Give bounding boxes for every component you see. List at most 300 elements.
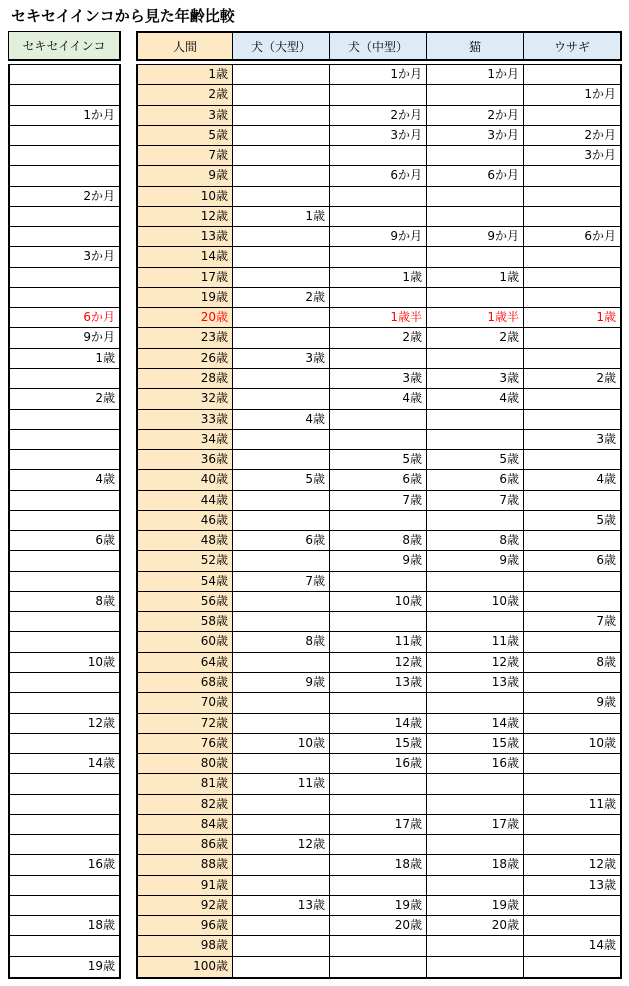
rabbit-age-cell: 1か月 bbox=[584, 87, 616, 102]
table-row bbox=[138, 187, 620, 207]
dog-large-age-cell bbox=[233, 936, 330, 955]
human-age-cell: 46歳 bbox=[138, 511, 233, 530]
dog-medium-age-cell bbox=[330, 146, 427, 165]
dog-medium-age-cell: 6歳 bbox=[330, 470, 427, 489]
budgerigar-age-cell bbox=[10, 227, 119, 247]
rabbit-age-cell bbox=[524, 65, 620, 84]
table-row bbox=[138, 450, 620, 470]
table-row bbox=[138, 531, 620, 551]
cat-age-cell: 3歳 bbox=[427, 369, 524, 388]
dog-medium-age-cell bbox=[330, 410, 427, 429]
table-row bbox=[138, 714, 620, 734]
budgerigar-age-cell bbox=[10, 774, 119, 794]
rabbit-age-cell: 1歳 bbox=[596, 310, 616, 325]
dog-large-age-cell bbox=[233, 612, 330, 631]
cat-age-cell: 16歳 bbox=[427, 754, 524, 773]
dog-large-age-cell: 5歳 bbox=[233, 470, 330, 489]
dog-medium-age-cell bbox=[330, 572, 427, 591]
age-comparison-table bbox=[136, 64, 622, 979]
cat-age-cell: 18歳 bbox=[427, 855, 524, 874]
dog-large-age-cell bbox=[233, 653, 330, 672]
cat-age-cell: 5歳 bbox=[427, 450, 524, 469]
dog-large-age-cell bbox=[233, 714, 330, 733]
budgerigar-age-cell bbox=[10, 410, 119, 430]
budgerigar-age-cell bbox=[10, 551, 119, 571]
budgerigar-age-cell: 1か月 bbox=[10, 106, 119, 126]
rabbit-age-cell: 14歳 bbox=[588, 938, 616, 953]
table-row bbox=[138, 592, 620, 612]
dog-medium-age-cell: 6か月 bbox=[330, 166, 427, 185]
header-cat: 猫 bbox=[427, 31, 524, 61]
dog-medium-age-cell bbox=[330, 430, 427, 449]
cat-age-cell: 13歳 bbox=[427, 673, 524, 692]
table-row bbox=[138, 572, 620, 592]
dog-medium-age-cell: 1か月 bbox=[330, 65, 427, 84]
budgerigar-age-cell: 2歳 bbox=[10, 389, 119, 409]
dog-medium-age-cell bbox=[330, 795, 427, 814]
cat-age-cell: 1歳 bbox=[427, 268, 524, 287]
dog-large-age-cell bbox=[233, 308, 330, 327]
dog-large-age-cell: 11歳 bbox=[233, 774, 330, 793]
dog-medium-age-cell: 2か月 bbox=[330, 106, 427, 125]
human-age-cell: 10歳 bbox=[138, 187, 233, 206]
dog-large-age-cell bbox=[233, 85, 330, 104]
rabbit-age-cell: 12歳 bbox=[588, 857, 616, 872]
dog-medium-age-cell: 17歳 bbox=[330, 815, 427, 834]
table-row bbox=[138, 207, 620, 227]
budgerigar-age-cell: 12歳 bbox=[10, 714, 119, 734]
dog-large-age-cell: 4歳 bbox=[233, 410, 330, 429]
budgerigar-age-cell bbox=[10, 126, 119, 146]
dog-large-age-cell: 10歳 bbox=[233, 734, 330, 753]
human-age-cell: 64歳 bbox=[138, 653, 233, 672]
table-row bbox=[138, 835, 620, 855]
rabbit-age-cell bbox=[524, 187, 620, 206]
dog-large-age-cell bbox=[233, 916, 330, 935]
human-age-cell: 98歳 bbox=[138, 936, 233, 955]
cat-age-cell: 9か月 bbox=[427, 227, 524, 246]
dog-medium-age-cell bbox=[330, 349, 427, 368]
dog-medium-age-cell: 12歳 bbox=[330, 653, 427, 672]
table-row bbox=[138, 551, 620, 571]
rabbit-age-cell bbox=[524, 389, 620, 408]
cat-age-cell: 8歳 bbox=[427, 531, 524, 550]
dog-large-age-cell bbox=[233, 450, 330, 469]
budgerigar-age-cell bbox=[10, 734, 119, 754]
dog-medium-age-cell bbox=[330, 876, 427, 895]
budgerigar-age-cell bbox=[10, 511, 119, 531]
human-age-cell: 91歳 bbox=[138, 876, 233, 895]
table-row bbox=[138, 227, 620, 247]
budgerigar-age-cell: 3か月 bbox=[10, 247, 119, 267]
dog-large-age-cell: 12歳 bbox=[233, 835, 330, 854]
rabbit-age-cell bbox=[524, 714, 620, 733]
rabbit-age-cell bbox=[524, 106, 620, 125]
dog-medium-age-cell: 10歳 bbox=[330, 592, 427, 611]
budgerigar-age-cell: 16歳 bbox=[10, 855, 119, 875]
human-age-cell: 88歳 bbox=[138, 855, 233, 874]
human-age-cell: 81歳 bbox=[138, 774, 233, 793]
budgerigar-age-cell: 8歳 bbox=[10, 592, 119, 612]
human-age-cell: 19歳 bbox=[138, 288, 233, 307]
rabbit-age-cell bbox=[524, 166, 620, 185]
table-row bbox=[138, 430, 620, 450]
rabbit-age-cell: 8歳 bbox=[596, 654, 616, 669]
rabbit-age-cell bbox=[524, 491, 620, 510]
dog-large-age-cell bbox=[233, 268, 330, 287]
human-age-cell: 33歳 bbox=[138, 410, 233, 429]
dog-medium-age-cell: 11歳 bbox=[330, 632, 427, 651]
cat-age-cell bbox=[427, 187, 524, 206]
cat-age-cell: 10歳 bbox=[427, 592, 524, 611]
rabbit-age-cell bbox=[524, 896, 620, 915]
cat-age-cell bbox=[427, 795, 524, 814]
cat-age-cell bbox=[427, 774, 524, 793]
table-row bbox=[138, 470, 620, 490]
budgerigar-age-cell bbox=[10, 85, 119, 105]
table-row bbox=[138, 653, 620, 673]
table-row bbox=[138, 247, 620, 267]
rabbit-age-cell: 6歳 bbox=[596, 553, 616, 568]
cat-age-cell: 11歳 bbox=[427, 632, 524, 651]
dog-medium-age-cell: 3歳 bbox=[330, 369, 427, 388]
dog-large-age-cell bbox=[233, 592, 330, 611]
human-age-cell: 60歳 bbox=[138, 632, 233, 651]
dog-large-age-cell bbox=[233, 106, 330, 125]
rabbit-age-cell bbox=[524, 774, 620, 793]
human-age-cell: 84歳 bbox=[138, 815, 233, 834]
dog-large-age-cell: 7歳 bbox=[233, 572, 330, 591]
dog-medium-age-cell: 1歳 bbox=[330, 268, 427, 287]
cat-age-cell: 6か月 bbox=[427, 166, 524, 185]
dog-medium-age-cell: 9か月 bbox=[330, 227, 427, 246]
budgerigar-age-cell bbox=[10, 166, 119, 186]
cat-age-cell: 19歳 bbox=[427, 896, 524, 915]
budgerigar-age-cell bbox=[10, 430, 119, 450]
cat-age-cell: 20歳 bbox=[427, 916, 524, 935]
human-age-cell: 72歳 bbox=[138, 714, 233, 733]
table-row bbox=[138, 936, 620, 956]
human-age-cell: 68歳 bbox=[138, 673, 233, 692]
table-row bbox=[138, 106, 620, 126]
human-age-cell: 92歳 bbox=[138, 896, 233, 915]
budgerigar-age-cell bbox=[10, 369, 119, 389]
dog-large-age-cell bbox=[233, 126, 330, 145]
cat-age-cell bbox=[427, 207, 524, 226]
rabbit-age-cell bbox=[524, 592, 620, 611]
human-age-cell: 28歳 bbox=[138, 369, 233, 388]
rabbit-age-cell bbox=[524, 328, 620, 347]
header-human: 人間 bbox=[136, 31, 233, 61]
human-age-cell: 12歳 bbox=[138, 207, 233, 226]
cat-age-cell bbox=[427, 410, 524, 429]
dog-medium-age-cell: 13歳 bbox=[330, 673, 427, 692]
budgerigar-age-cell bbox=[10, 936, 119, 956]
budgerigar-age-cell: 14歳 bbox=[10, 754, 119, 774]
human-age-cell: 82歳 bbox=[138, 795, 233, 814]
budgerigar-age-cell bbox=[10, 896, 119, 916]
table-row bbox=[138, 65, 620, 85]
table-row bbox=[138, 693, 620, 713]
table-row bbox=[138, 410, 620, 430]
human-age-cell: 13歳 bbox=[138, 227, 233, 246]
budgerigar-age-cell bbox=[10, 572, 119, 592]
budgerigar-age-cell: 6か月 bbox=[10, 308, 119, 328]
budgerigar-age-cell bbox=[10, 207, 119, 227]
cat-age-cell: 1か月 bbox=[427, 65, 524, 84]
human-age-cell: 20歳 bbox=[138, 308, 233, 327]
rabbit-age-cell bbox=[524, 247, 620, 266]
dog-medium-age-cell: 2歳 bbox=[330, 328, 427, 347]
budgerigar-age-cell bbox=[10, 268, 119, 288]
cat-age-cell bbox=[427, 957, 524, 977]
dog-medium-age-cell: 19歳 bbox=[330, 896, 427, 915]
cat-age-cell: 15歳 bbox=[427, 734, 524, 753]
cat-age-cell bbox=[427, 349, 524, 368]
dog-medium-age-cell bbox=[330, 957, 427, 977]
rabbit-age-cell bbox=[524, 268, 620, 287]
dog-medium-age-cell bbox=[330, 288, 427, 307]
budgerigar-age-cell bbox=[10, 795, 119, 815]
dog-large-age-cell bbox=[233, 389, 330, 408]
table-row bbox=[138, 957, 620, 977]
dog-large-age-cell bbox=[233, 247, 330, 266]
table-row bbox=[138, 369, 620, 389]
page-title: セキセイインコから見た年齢比較 bbox=[11, 7, 235, 25]
rabbit-age-cell: 2歳 bbox=[596, 370, 616, 385]
table-row bbox=[138, 734, 620, 754]
human-age-cell: 52歳 bbox=[138, 551, 233, 570]
dog-medium-age-cell bbox=[330, 207, 427, 226]
dog-large-age-cell bbox=[233, 855, 330, 874]
dog-medium-age-cell: 14歳 bbox=[330, 714, 427, 733]
dog-large-age-cell bbox=[233, 957, 330, 977]
cat-age-cell bbox=[427, 876, 524, 895]
dog-large-age-cell: 3歳 bbox=[233, 349, 330, 368]
human-age-cell: 70歳 bbox=[138, 693, 233, 712]
table-row bbox=[138, 85, 620, 105]
dog-large-age-cell: 6歳 bbox=[233, 531, 330, 550]
dog-medium-age-cell: 18歳 bbox=[330, 855, 427, 874]
human-age-cell: 40歳 bbox=[138, 470, 233, 489]
budgerigar-age-cell bbox=[10, 491, 119, 511]
table-row bbox=[138, 673, 620, 693]
human-age-cell: 32歳 bbox=[138, 389, 233, 408]
rabbit-age-cell bbox=[524, 450, 620, 469]
cat-age-cell: 4歳 bbox=[427, 389, 524, 408]
budgerigar-age-cell: 6歳 bbox=[10, 531, 119, 551]
dog-medium-age-cell bbox=[330, 247, 427, 266]
cat-age-cell bbox=[427, 511, 524, 530]
human-age-cell: 44歳 bbox=[138, 491, 233, 510]
dog-medium-age-cell: 4歳 bbox=[330, 389, 427, 408]
rabbit-age-cell bbox=[524, 572, 620, 591]
rabbit-age-cell: 3歳 bbox=[596, 431, 616, 446]
dog-large-age-cell bbox=[233, 187, 330, 206]
budgerigar-age-cell bbox=[10, 815, 119, 835]
rabbit-age-cell bbox=[524, 207, 620, 226]
dog-medium-age-cell bbox=[330, 612, 427, 631]
table-row bbox=[138, 166, 620, 186]
budgerigar-age-cell: 10歳 bbox=[10, 653, 119, 673]
dog-large-age-cell: 2歳 bbox=[233, 288, 330, 307]
dog-large-age-cell bbox=[233, 693, 330, 712]
budgerigar-age-cell bbox=[10, 835, 119, 855]
rabbit-age-cell: 9歳 bbox=[596, 695, 616, 710]
dog-large-age-cell bbox=[233, 511, 330, 530]
human-age-cell: 1歳 bbox=[138, 65, 233, 84]
cat-age-cell bbox=[427, 247, 524, 266]
rabbit-age-cell bbox=[524, 916, 620, 935]
dog-large-age-cell: 9歳 bbox=[233, 673, 330, 692]
table-row bbox=[138, 916, 620, 936]
dog-medium-age-cell: 20歳 bbox=[330, 916, 427, 935]
table-row bbox=[138, 511, 620, 531]
table-row bbox=[138, 612, 620, 632]
table-row bbox=[138, 795, 620, 815]
budgerigar-age-cell bbox=[10, 876, 119, 896]
rabbit-age-cell bbox=[524, 349, 620, 368]
budgerigar-age-cell: 19歳 bbox=[87, 958, 115, 973]
rabbit-age-cell bbox=[524, 288, 620, 307]
budgerigar-age-cell bbox=[10, 146, 119, 166]
dog-large-age-cell bbox=[233, 328, 330, 347]
dog-large-age-cell bbox=[233, 146, 330, 165]
table-row bbox=[138, 774, 620, 794]
human-age-cell: 5歳 bbox=[138, 126, 233, 145]
cat-age-cell bbox=[427, 835, 524, 854]
budgerigar-age-cell bbox=[10, 450, 119, 470]
cat-age-cell: 6歳 bbox=[427, 470, 524, 489]
human-age-cell: 7歳 bbox=[138, 146, 233, 165]
human-age-cell: 3歳 bbox=[138, 106, 233, 125]
dog-medium-age-cell bbox=[330, 187, 427, 206]
dog-medium-age-cell bbox=[330, 85, 427, 104]
rabbit-age-cell: 5歳 bbox=[596, 512, 616, 527]
dog-medium-age-cell: 1歳半 bbox=[330, 308, 427, 327]
table-row bbox=[138, 389, 620, 409]
cat-age-cell bbox=[427, 936, 524, 955]
human-age-cell: 48歳 bbox=[138, 531, 233, 550]
cat-age-cell bbox=[427, 85, 524, 104]
dog-medium-age-cell: 9歳 bbox=[330, 551, 427, 570]
dog-medium-age-cell: 15歳 bbox=[330, 734, 427, 753]
header-dog-medium: 犬（中型） bbox=[330, 31, 427, 61]
cat-age-cell: 14歳 bbox=[427, 714, 524, 733]
cat-age-cell bbox=[427, 146, 524, 165]
human-age-cell: 17歳 bbox=[138, 268, 233, 287]
dog-large-age-cell bbox=[233, 65, 330, 84]
table-row bbox=[138, 349, 620, 369]
dog-medium-age-cell: 16歳 bbox=[330, 754, 427, 773]
header-budgerigar: セキセイインコ bbox=[8, 31, 121, 61]
budgerigar-age-cell: 4歳 bbox=[10, 470, 119, 490]
table-row bbox=[138, 288, 620, 308]
dog-medium-age-cell bbox=[330, 511, 427, 530]
cat-age-cell bbox=[427, 612, 524, 631]
human-age-cell: 54歳 bbox=[138, 572, 233, 591]
rabbit-age-cell: 11歳 bbox=[588, 796, 616, 811]
dog-large-age-cell bbox=[233, 815, 330, 834]
table-row bbox=[138, 876, 620, 896]
table-row bbox=[138, 308, 620, 328]
dog-large-age-cell bbox=[233, 430, 330, 449]
cat-age-cell bbox=[427, 693, 524, 712]
table-row bbox=[138, 855, 620, 875]
cat-age-cell: 1歳半 bbox=[427, 308, 524, 327]
rabbit-age-cell bbox=[524, 410, 620, 429]
rabbit-age-cell: 3か月 bbox=[584, 148, 616, 163]
dog-medium-age-cell bbox=[330, 936, 427, 955]
dog-medium-age-cell: 7歳 bbox=[330, 491, 427, 510]
cat-age-cell: 2か月 bbox=[427, 106, 524, 125]
dog-large-age-cell bbox=[233, 876, 330, 895]
human-age-cell: 80歳 bbox=[138, 754, 233, 773]
budgerigar-age-cell: 9か月 bbox=[10, 328, 119, 348]
dog-large-age-cell bbox=[233, 227, 330, 246]
table-row bbox=[138, 126, 620, 146]
rabbit-age-cell bbox=[524, 531, 620, 550]
dog-medium-age-cell: 3か月 bbox=[330, 126, 427, 145]
cat-age-cell bbox=[427, 430, 524, 449]
dog-medium-age-cell: 5歳 bbox=[330, 450, 427, 469]
cat-age-cell bbox=[427, 572, 524, 591]
budgerigar-age-cell bbox=[10, 612, 119, 632]
table-row bbox=[138, 491, 620, 511]
header-rabbit: ウサギ bbox=[524, 31, 622, 61]
rabbit-age-cell bbox=[524, 957, 620, 977]
dog-large-age-cell bbox=[233, 795, 330, 814]
dog-large-age-cell: 1歳 bbox=[233, 207, 330, 226]
human-age-cell: 36歳 bbox=[138, 450, 233, 469]
dog-medium-age-cell: 8歳 bbox=[330, 531, 427, 550]
dog-large-age-cell bbox=[233, 166, 330, 185]
dog-medium-age-cell bbox=[330, 774, 427, 793]
rabbit-age-cell bbox=[524, 815, 620, 834]
rabbit-age-cell: 10歳 bbox=[588, 735, 616, 750]
cat-age-cell: 9歳 bbox=[427, 551, 524, 570]
human-age-cell: 96歳 bbox=[138, 916, 233, 935]
dog-large-age-cell bbox=[233, 754, 330, 773]
cat-age-cell bbox=[427, 288, 524, 307]
rabbit-age-cell: 4歳 bbox=[596, 472, 616, 487]
table-row bbox=[138, 754, 620, 774]
table-row bbox=[138, 328, 620, 348]
rabbit-age-cell: 2か月 bbox=[584, 127, 616, 142]
table-row bbox=[138, 268, 620, 288]
budgerigar-age-cell bbox=[10, 673, 119, 693]
rabbit-age-cell: 13歳 bbox=[588, 877, 616, 892]
cat-age-cell: 3か月 bbox=[427, 126, 524, 145]
human-age-cell: 56歳 bbox=[138, 592, 233, 611]
budgerigar-age-cell bbox=[10, 632, 119, 652]
budgerigar-age-cell: 18歳 bbox=[10, 916, 119, 936]
human-age-cell: 86歳 bbox=[138, 835, 233, 854]
cat-age-cell: 17歳 bbox=[427, 815, 524, 834]
human-age-cell: 2歳 bbox=[138, 85, 233, 104]
rabbit-age-cell bbox=[524, 754, 620, 773]
table-row bbox=[138, 146, 620, 166]
budgerigar-column bbox=[8, 64, 121, 979]
dog-medium-age-cell bbox=[330, 835, 427, 854]
rabbit-age-cell bbox=[524, 835, 620, 854]
dog-large-age-cell bbox=[233, 491, 330, 510]
table-row bbox=[138, 632, 620, 652]
human-age-cell: 58歳 bbox=[138, 612, 233, 631]
dog-large-age-cell bbox=[233, 369, 330, 388]
human-age-cell: 23歳 bbox=[138, 328, 233, 347]
rabbit-age-cell: 6か月 bbox=[584, 229, 616, 244]
